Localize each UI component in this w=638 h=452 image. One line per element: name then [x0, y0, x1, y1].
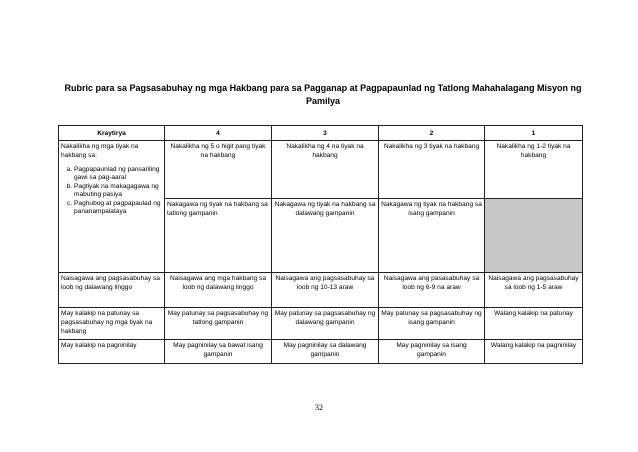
rubric-row-1a	[59, 141, 583, 199]
row3-criterion: May kalakip na patunay sa pagsasabuhay ng mga tiyak na hakbang	[59, 308, 165, 340]
sublist-item-a: a. Pagpapaunlad ng pansariling gawi sa pag-aaral	[74, 166, 162, 183]
header-score-2: 2	[379, 126, 485, 141]
row2-score3: Naisagawa ang pagsasabuhay sa loob ng 10-13 araw	[272, 273, 379, 308]
row1-score1-top: Nakalikha ng 1-2 tiyak na hakbang	[485, 141, 583, 199]
row3-score4: May patunay sa pagsasabuhay ng tatlong gampanin	[165, 308, 272, 340]
row3-score2: May patunay sa pagsasabuhay ng isang gampanin	[379, 308, 485, 340]
criterion-sublist	[61, 166, 162, 216]
row4-score3: May pagninilay sa dalawang gampanin	[272, 340, 379, 364]
header-score-3: 3	[272, 126, 379, 141]
row4-score4: May pagninilay sa bawat isang gampanin	[165, 340, 272, 364]
sublist-item-c: c. Paghubog at pagpapaulad ng pananampalataya	[74, 200, 162, 217]
rubric-row-2	[59, 273, 583, 308]
rubric-table	[58, 125, 583, 364]
row4-criterion: May kalakip na pagninilay	[59, 340, 165, 364]
rubric-title-line-2: Pamilya	[305, 96, 341, 106]
row3-score3: May patunay sa pagsasabuhay ng dalawang gampanin	[272, 308, 379, 340]
row1-score1-shaded-cell	[485, 199, 583, 273]
row2-score4: Naisagawa ang mga hakbang sa loob ng dalawang linggo	[165, 273, 272, 308]
rubric-row-4	[59, 340, 583, 364]
row1-score4-top: Nakalikha ng 5 o higit pang tiyak na hakbang	[165, 141, 272, 199]
row2-score2: Naisagawa ang pasasabuhay sa loob ng 6-9 na araw	[379, 273, 485, 308]
row1-score4-bottom: Nakagawa ng tiyak na hakbang sa tatlong gampanin	[165, 199, 272, 273]
row1-score2-top: Nakalikha ng 3 tiyak na hakbang	[379, 141, 485, 199]
header-kraytirya: Kraytirya	[59, 126, 165, 141]
row4-score1: Walang kalakip na pagninilay	[485, 340, 583, 364]
header-score-1: 1	[485, 126, 583, 141]
criterion-cell-1	[59, 141, 165, 273]
rubric-title	[58, 82, 588, 108]
row2-score1: Naisagawa ang pagsasabuhay sa loob ng 1-5 araw	[485, 273, 583, 308]
sublist-item-b: b. Pagtiyak na makagagawa ng mabuting pasiya	[74, 183, 162, 200]
header-row	[59, 126, 583, 141]
row2-criterion: Naisagawa ang pagsasabuhay sa loob ng dalawang linggo	[59, 273, 165, 308]
page-number: 32	[315, 403, 323, 412]
rubric-row-3	[59, 308, 583, 340]
row1-score3-bottom: Nakagawa ng tiyak na hakbang sa dalawang gampanin	[272, 199, 379, 273]
header-score-4: 4	[165, 126, 272, 141]
row4-score2: May pagninilay sa isang gampanin	[379, 340, 485, 364]
row3-score1: Walang kalakip na patunay	[485, 308, 583, 340]
rubric-title-line-1: Rubric para sa Pagsasabuhay ng mga Hakbang para sa Pagganap at Pagpapaunlad ng Tatlong Mahahalagang Misyon ng	[64, 83, 582, 93]
criterion-text-1: Nakalikha ng mga tiyak na hakbang sa:	[61, 143, 139, 159]
row1-score2-bottom: Nakagawa ng tiyak na hakbang sa isang gampanin	[379, 199, 485, 273]
row1-score3-top: Nakalikha ng 4 na tiyak na hakbang	[272, 141, 379, 199]
